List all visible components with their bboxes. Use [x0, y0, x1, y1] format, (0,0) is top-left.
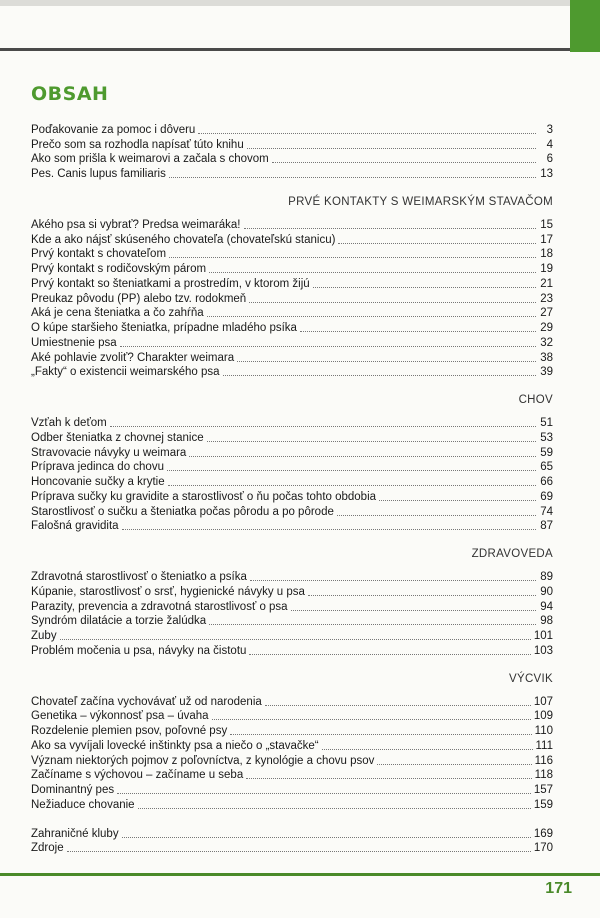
toc-entry[interactable]: [31, 709, 553, 724]
toc-entry[interactable]: [31, 166, 553, 181]
toc-entry[interactable]: [31, 335, 553, 350]
dot-leader: [249, 302, 536, 303]
dot-leader: [377, 764, 531, 765]
top-edge-strip: [0, 0, 600, 6]
toc-entry[interactable]: [31, 320, 553, 335]
toc-entry[interactable]: [31, 643, 553, 658]
toc-entry-page: 53: [540, 431, 553, 444]
toc-section: [31, 393, 553, 533]
toc-entry-title: Odber šteniatka z chovnej stanice: [31, 431, 204, 444]
dot-leader: [212, 719, 531, 720]
toc-section: [31, 195, 553, 379]
toc-entry-title: Pes. Canis lupus familiaris: [31, 168, 166, 180]
page-title: OBSAH: [31, 83, 109, 105]
toc-entry[interactable]: [31, 306, 553, 321]
toc-entry[interactable]: [31, 782, 553, 797]
toc-entry-page: 13: [540, 168, 553, 180]
dot-leader: [189, 456, 536, 457]
dot-leader: [207, 441, 536, 442]
toc-entry-page: 3: [546, 123, 553, 136]
section-heading: PRVÉ KONTAKTY S WEIMARSKÝM STAVAČOM: [288, 196, 553, 208]
toc-entry[interactable]: [31, 584, 553, 599]
toc-entry[interactable]: [31, 122, 553, 137]
toc-entry-title: Zdravotná starostlivosť o šteniatko a psíka: [31, 571, 247, 583]
dot-leader: [300, 331, 536, 332]
toc-entry-page: 66: [540, 476, 553, 488]
dot-leader: [308, 595, 536, 596]
toc-entry-title: Zuby: [31, 630, 57, 642]
toc-entry[interactable]: [31, 430, 553, 445]
toc-entry-page: 51: [540, 417, 553, 429]
toc-entry-title: Aké pohlavie zvoliť? Charakter weimara: [31, 351, 235, 364]
toc-entry-title: Rozdelenie plemien psov, poľovné psy: [31, 725, 228, 737]
toc-entry[interactable]: [31, 489, 553, 504]
toc-entry-title: Falošná gravidita: [31, 520, 119, 533]
toc-section: [31, 672, 553, 812]
toc-entry-page: 19: [540, 263, 553, 275]
dot-leader: [110, 426, 536, 427]
toc-entry-page: 110: [534, 725, 553, 737]
toc-entry-page: 15: [540, 218, 553, 231]
toc-entry-title: Zahraničné kluby: [31, 827, 119, 840]
toc-section: [31, 547, 553, 658]
toc-entry-page: 94: [540, 600, 553, 613]
header-rule: [0, 48, 570, 51]
dot-leader: [313, 287, 536, 288]
toc-entry[interactable]: [31, 445, 553, 460]
toc-entry-page: 17: [540, 233, 553, 246]
toc-entry[interactable]: [31, 415, 553, 430]
dot-leader: [60, 639, 531, 640]
dot-leader: [120, 346, 536, 347]
toc-entry-title: Začíname s výchovou – začíname u seba: [31, 769, 244, 782]
toc-entry[interactable]: [31, 519, 553, 534]
toc-entry-page: 157: [533, 784, 553, 796]
toc-entry-title: Príprava jedinca do chovu: [31, 461, 164, 474]
dot-leader: [337, 515, 536, 516]
toc-entry[interactable]: [31, 504, 553, 519]
toc-entry-title: Honcovanie sučky a krytie: [31, 476, 165, 488]
toc-entry[interactable]: [31, 841, 553, 856]
dot-leader: [230, 734, 531, 735]
toc-entry-title: Význam niektorých pojmov z poľovníctva, z kynológie a chovu psov: [31, 754, 375, 767]
toc-entry-page: 109: [533, 710, 553, 723]
dot-leader: [291, 610, 536, 611]
toc-entry-page: 18: [540, 248, 553, 261]
toc-entry[interactable]: [31, 474, 553, 489]
toc-entry[interactable]: [31, 753, 553, 768]
toc-entry-title: Nežiaduce chovanie: [31, 798, 135, 811]
dot-leader: [223, 375, 536, 376]
toc-entry-title: Kde a ako nájsť skúseného chovateľa (chovateľskú stanicu): [31, 233, 336, 246]
toc-entry[interactable]: [31, 350, 553, 365]
dot-leader: [237, 361, 536, 362]
toc-entry-page: 101: [533, 630, 553, 642]
toc-entry-title: Aká je cena šteniatka a čo zahŕňa: [31, 307, 204, 320]
toc-entry-page: 87: [540, 520, 553, 533]
toc-entry-title: „Fakty“ o existencii weimarského psa: [31, 366, 220, 379]
dot-leader: [322, 749, 533, 750]
toc-entry-title: Preukaz pôvodu (PP) alebo tzv. rodokmeň: [31, 292, 247, 305]
toc-entry-title: Starostlivosť o sučku a šteniatka počas pôrodu a po pôrode: [31, 505, 334, 518]
toc-entry-page: 90: [540, 585, 553, 598]
toc-entry-page: 116: [534, 754, 553, 767]
toc-entry-title: Syndróm dilatácie a torzie žalúdka: [31, 615, 207, 628]
toc-entry[interactable]: [31, 738, 553, 753]
dot-leader: [67, 851, 531, 852]
dot-leader: [379, 500, 536, 501]
toc-entry-title: Zdroje: [31, 842, 64, 855]
toc-entry-title: Chovateľ začína vychovávať už od narodenia: [31, 695, 262, 708]
toc-entry[interactable]: [31, 628, 553, 643]
toc-entry-page: 107: [533, 695, 553, 708]
toc-entry-title: Akého psa si vybrať? Predsa weimaráka!: [31, 218, 241, 231]
dot-leader: [198, 133, 536, 134]
toc-entry-page: 4: [546, 138, 553, 151]
toc-entry[interactable]: [31, 826, 553, 841]
page-number: 171: [545, 880, 572, 897]
toc-entry-page: 103: [533, 644, 553, 657]
toc-entry-page: 118: [534, 769, 553, 782]
chapter-tab: [570, 0, 600, 52]
table-of-contents: [31, 122, 553, 869]
toc-entry-title: Prvý kontakt s chovateľom: [31, 248, 167, 261]
dot-leader: [272, 162, 536, 163]
toc-entry-page: 169: [533, 827, 553, 840]
toc-entry-page: 59: [540, 446, 553, 459]
toc-entry[interactable]: [31, 291, 553, 306]
toc-entry[interactable]: [31, 152, 553, 167]
toc-entry[interactable]: [31, 569, 553, 584]
toc-entry-page: 21: [540, 277, 553, 290]
toc-entry-page: 39: [540, 366, 553, 379]
toc-entry-page: 65: [540, 461, 553, 474]
dot-leader: [249, 654, 530, 655]
toc-entry-title: Ako som prišla k weimarovi a začala s chovom: [31, 153, 269, 166]
toc-entry-title: Kúpanie, starostlivosť o srsť, hygienické návyky u psa: [31, 585, 305, 598]
section-heading: CHOV: [518, 394, 553, 407]
toc-entry-title: Ako sa vyvíjali lovecké inštinkty psa a niečo o „stavačke“: [31, 739, 319, 752]
toc-entry[interactable]: [31, 217, 553, 232]
dot-leader: [209, 272, 536, 273]
toc-entry-title: Vzťah k deťom: [31, 417, 107, 429]
toc-entry[interactable]: [31, 460, 553, 475]
dot-leader: [265, 705, 531, 706]
toc-entry[interactable]: [31, 694, 553, 709]
toc-entry-title: Problém močenia u psa, návyky na čistotu: [31, 644, 247, 657]
dot-leader: [122, 837, 531, 838]
toc-entry-page: 111: [535, 739, 553, 752]
toc-entry-title: Stravovacie návyky u weimara: [31, 446, 187, 459]
toc-entry[interactable]: [31, 365, 553, 380]
toc-entry-page: 38: [540, 351, 553, 364]
dot-leader: [250, 580, 536, 581]
dot-leader: [168, 485, 536, 486]
section-heading: ZDRAVOVEDA: [471, 548, 553, 561]
toc-entry[interactable]: [31, 232, 553, 247]
toc-entry[interactable]: [31, 261, 553, 276]
dot-leader: [138, 808, 531, 809]
toc-entry[interactable]: [31, 797, 553, 812]
toc-entry-title: Parazity, prevencia a zdravotná starostlivosť o psa: [31, 600, 288, 613]
toc-entry[interactable]: [31, 723, 553, 738]
toc-entry[interactable]: [31, 768, 553, 783]
toc-entry[interactable]: [31, 137, 553, 152]
dot-leader: [207, 316, 536, 317]
toc-entry-title: Dominantný pes: [31, 784, 115, 796]
toc-entry-page: 170: [533, 842, 553, 855]
footer-rule: [0, 873, 600, 876]
dot-leader: [169, 257, 536, 258]
toc-entry-title: Prvý kontakt s rodičovským párom: [31, 263, 207, 275]
toc-section: [31, 122, 553, 181]
toc-entry-title: Genetika – výkonnosť psa – úvaha: [31, 710, 209, 723]
toc-entry-page: 159: [533, 798, 553, 811]
toc-entry-page: 29: [540, 322, 553, 334]
dot-leader: [169, 177, 536, 178]
toc-entry-title: Prvý kontakt so šteniatkami a prostredím, v ktorom žijú: [31, 277, 310, 290]
toc-entry-title: O kúpe staršieho šteniatka, prípadne mladého psíka: [31, 322, 297, 334]
toc-entry-page: 69: [540, 490, 553, 503]
dot-leader: [246, 778, 531, 779]
dot-leader: [167, 470, 536, 471]
toc-entry-title: Poďakovanie za pomoc i dôveru: [31, 123, 196, 136]
section-heading: VÝCVIK: [509, 672, 553, 685]
toc-entry-page: 6: [546, 153, 553, 166]
toc-entry[interactable]: [31, 276, 553, 291]
dot-leader: [122, 529, 536, 530]
toc-section: [31, 826, 553, 856]
toc-entry-page: 74: [540, 505, 553, 518]
toc-entry[interactable]: [31, 599, 553, 614]
dot-leader: [244, 228, 537, 229]
toc-entry[interactable]: [31, 614, 553, 629]
toc-entry-title: Príprava sučky ku gravidite a starostlivosť o ňu počas tohto obdobia: [31, 490, 377, 503]
toc-entry-page: 98: [540, 615, 553, 628]
dot-leader: [209, 624, 536, 625]
dot-leader: [117, 793, 531, 794]
dot-leader: [247, 148, 536, 149]
toc-entry-title: Prečo som sa rozhodla napísať túto knihu: [31, 138, 244, 151]
toc-entry-title: Umiestnenie psa: [31, 336, 117, 349]
toc-entry-page: 27: [540, 307, 553, 320]
toc-entry-page: 89: [540, 571, 553, 583]
toc-entry[interactable]: [31, 247, 553, 262]
dot-leader: [338, 243, 536, 244]
toc-entry-page: 32: [540, 336, 553, 349]
toc-entry-page: 23: [540, 292, 553, 305]
